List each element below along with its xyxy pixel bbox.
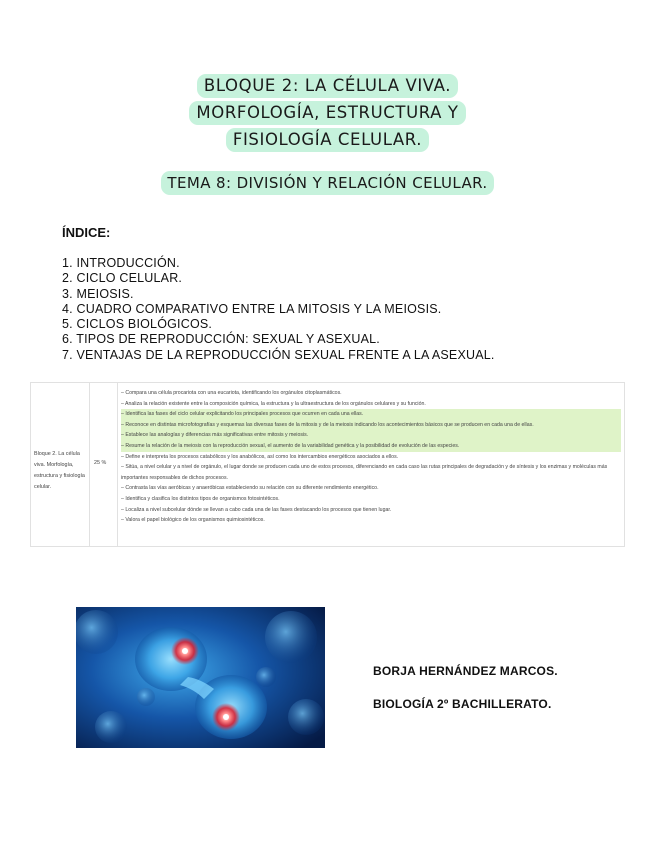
topic-title-wrapper (0, 171, 655, 195)
criterion: – Compara una célula procariota con una eucariota, identificando los orgánulos citoplasmáticos. (121, 390, 342, 396)
criterion: – Valora el papel biológico de los organismos quimiosintéticos. (121, 517, 265, 524)
criteria-list (121, 388, 621, 526)
weight-value: 25 % (94, 460, 107, 466)
dividing-cell-image (76, 607, 325, 748)
criterion-highlighted: – Reconoce en distintas microfotografías y esquemas las diversas fases de la mitosis y de la meiosis indicando los acontecimientos básicos que se producen en cada una de ellas. (121, 420, 621, 431)
block-title (0, 74, 655, 155)
index-item: 5. CICLOS BIOLÓGICOS. (62, 317, 213, 332)
block-title-line-2: MORFOLOGÍA, ESTRUCTURA Y (189, 101, 465, 125)
weight-cell (90, 383, 118, 546)
index-item: 1. INTRODUCCIÓN. (62, 256, 180, 270)
criterion: – Identifica y clasifica los distintos tipos de organismos fotosintéticos. (121, 495, 280, 502)
criteria-table (30, 382, 625, 547)
block-cell (31, 383, 90, 546)
criterion: – Define e interpreta los procesos catabólicos y los anabólicos, así como los intercambios energéticos asociados a ellos. (121, 453, 399, 460)
block-title-line-1: BLOQUE 2: LA CÉLULA VIVA. (197, 74, 458, 98)
criteria-cell (118, 383, 624, 546)
index-item: 3. MEIOSIS. (62, 286, 134, 301)
course-name: BIOLOGÍA 2º BACHILLERATO. (373, 697, 552, 711)
index-item: 7. VENTAJAS DE LA REPRODUCCIÓN SEXUAL FRENTE A LA ASEXUAL. (62, 347, 495, 362)
criterion-highlighted: – Resume la relación de la meiosis con la reproducción sexual, el aumento de la variabilidad genética y la posibilidad de evolución de las especies. (121, 441, 621, 452)
index-item: 4. CUADRO COMPARATIVO ENTRE LA MITOSIS Y LA MEIOSIS. (62, 301, 442, 316)
index-item: 2. CICLO CELULAR. (62, 271, 183, 286)
criterion: – Localiza a nivel subcelular dónde se llevan a cabo cada una de las fases destacando los procesos que tienen lugar. (121, 506, 392, 513)
criterion: – Analiza la relación existente entre la composición química, la estructura y la ultraestructura de los orgánulos celulares y su función. (121, 400, 426, 407)
criterion: – Contrasta las vías aeróbicas y anaeróbicas estableciendo su relación con su diferente rendimiento energético. (121, 485, 379, 492)
author-name: BORJA HERNÁNDEZ MARCOS. (373, 664, 558, 678)
criterion-highlighted: – Identifica las fases del ciclo celular explicitando los principales procesos que ocurren en cada una ellas. (121, 409, 621, 420)
topic-title: TEMA 8: DIVISIÓN Y RELACIÓN CELULAR. (161, 171, 493, 195)
criterion-highlighted: – Establece las analogías y diferencias más significativas entre mitosis y meiosis. (121, 430, 621, 441)
block-label: Bloque 2. La célula viva. Morfología, estructura y fisiología celular. (34, 451, 85, 490)
block-title-line-3: FISIOLOGÍA CELULAR. (226, 128, 429, 152)
index-item: 6. TIPOS DE REPRODUCCIÓN: SEXUAL Y ASEXUAL. (62, 332, 380, 347)
criterion: – Sitúa, a nivel celular y a nivel de orgánulo, el lugar donde se producen cada uno de estos procesos, diferenciando en cada caso las rutas principales de degradación y de síntesis y los enzimas y moléculas más importantes responsables de dichos procesos. (121, 464, 608, 481)
index-list (62, 256, 495, 363)
index-heading: ÍNDICE: (62, 225, 111, 240)
